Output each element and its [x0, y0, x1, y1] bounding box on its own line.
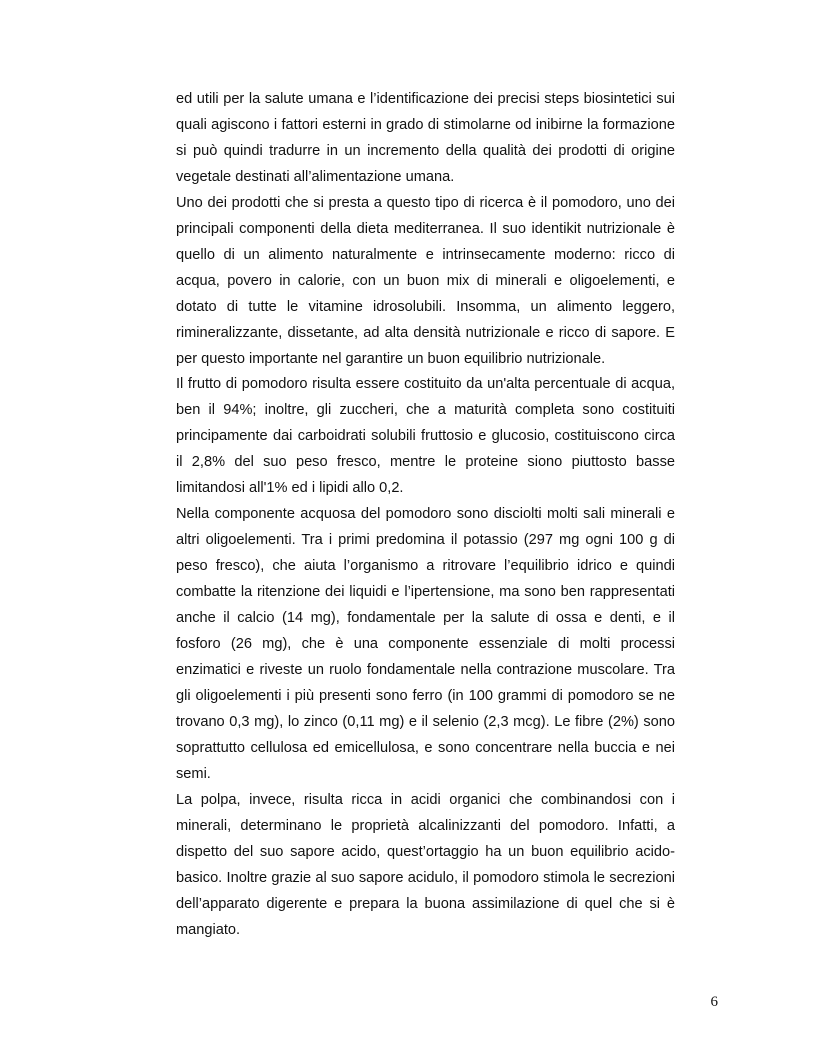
- page-number: 6: [710, 994, 718, 1010]
- body-text: [176, 87, 675, 943]
- paragraph-tomato-research: Uno dei prodotti che si presta a questo tipo di ricerca è il pomodoro, uno dei principali componenti della dieta mediterranea. Il suo identikit nutrizionale è quello di un alimento naturalmente e intrinsecamente moderno: ricco di acqua, povero in calorie, con un buon mix di minerali e oligoelementi, e dotato di tutte le vitamine idrosolubili. Insomma, un alimento leggero, rimineralizzante, dissetante, ad alta densità nutrizionale e ricco di sapore. E per questo importante nel garantire un buon equilibrio nutrizionale.: [176, 194, 675, 367]
- paragraph-health-benefits: ed utili per la salute umana e l’identificazione dei precisi steps biosintetici sui quali agiscono i fattori esterni in grado di stimolarne od inibirne la formazione si può quindi tradurre in un incremento della qualità dei prodotti di origine vegetale destinati all’alimentazione umana.: [176, 91, 675, 185]
- paragraph-organic-acids: La polpa, invece, risulta ricca in acidi organici che combinandosi con i minerali, determinano le proprietà alcalinizzanti del pomodoro. Infatti, a dispetto del suo sapore acido, quest’ortaggio ha un buon equilibrio acido-basico. Inoltre grazie al suo sapore acidulo, il pomodoro stimola le secrezioni dell’apparato digerente e prepara la buona assimilazione di quel che si è mangiato.: [176, 791, 675, 938]
- paragraph-mineral-salts: Nella componente acquosa del pomodoro sono disciolti molti sali minerali e altri oligoelementi. Tra i primi predomina il potassio (297 mg ogni 100 g di peso fresco), che aiuta l’organismo a ritrovare l’equilibrio idrico e quindi combatte la ritenzione dei liquidi e l’ipertensione, ma sono ben rappresentati anche il calcio (14 mg), fondamentale per la salute di ossa e denti, e il fosforo (26 mg), che è una componente essenziale di molti processi enzimatici e riveste un ruolo fondamentale nella contrazione muscolare. Tra gli oligoelementi i più presenti sono ferro (in 100 grammi di pomodoro se ne trovano 0,3 mg), lo zinco (0,11 mg) e il selenio (2,3 mcg). Le fibre (2%) sono soprattutto cellulosa ed emicellulosa, e sono concentrare nella buccia e nei semi.: [176, 506, 675, 782]
- paragraph-tomato-composition: Il frutto di pomodoro risulta essere costituito da un'alta percentuale di acqua, ben il 94%; inoltre, gli zuccheri, che a maturità completa sono costituiti principamente dai carboidrati solubili fruttosio e glucosio, costituiscono circa il 2,8% del suo peso fresco, mentre le proteine siono piuttosto basse limitandosi all'1% ed i lipidi allo 0,2.: [176, 376, 675, 497]
